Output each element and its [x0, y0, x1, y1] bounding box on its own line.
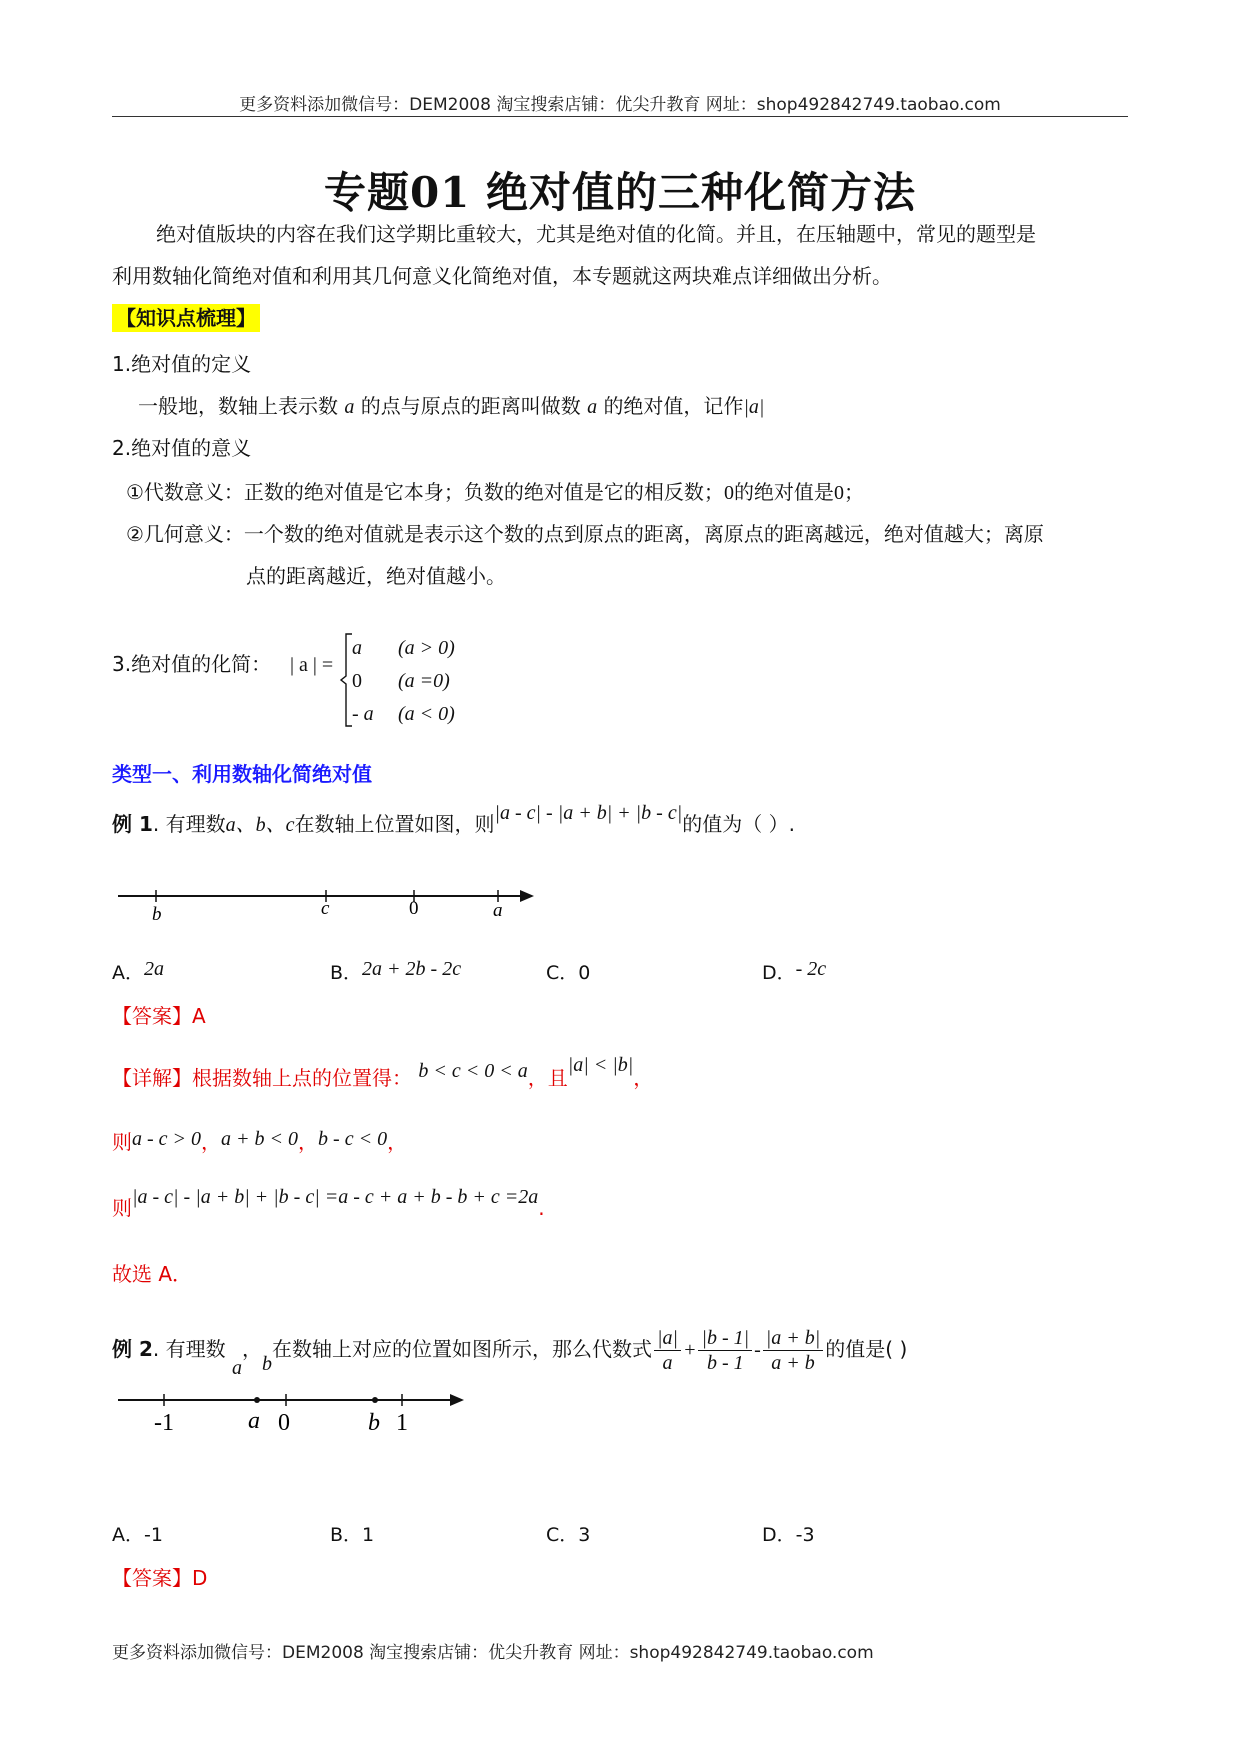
definition-text [138, 394, 764, 419]
ex1-detail-text: 根据数轴上点的位置得： [192, 1066, 412, 1090]
ex1-cond-1: a - c > 0 [132, 1128, 202, 1150]
plus-sign: + [682, 1339, 697, 1361]
ex1-then-2: 则 [112, 1196, 132, 1220]
case-1-value: a [352, 637, 362, 659]
fraction-3 [763, 1326, 824, 1375]
ex2-option-c-letter: C． [546, 1524, 579, 1546]
example-2-sep: ， [241, 1337, 262, 1361]
definition-part-1: 一般地，数轴上表示数 [138, 394, 338, 418]
example-1-vars: a、b、c [225, 814, 295, 836]
ex1-calc-dot: . [538, 1196, 545, 1220]
ex2-answer [112, 1566, 207, 1590]
definition-var-a-2: a [587, 396, 598, 418]
ex1-option-b [330, 958, 461, 985]
number-line-1 [112, 878, 542, 928]
ex2-option-b-value: 1 [362, 1524, 375, 1546]
ex1-option-d [762, 958, 826, 985]
knowledge-section-tag [112, 306, 260, 330]
ex2-option-a-letter: A． [112, 1524, 144, 1546]
page-title: 专题01 绝对值的三种化简方法 [323, 168, 917, 217]
point-b [372, 1397, 378, 1403]
ex2-option-b [330, 1520, 374, 1547]
example-2-text-1: . 有理数 [152, 1337, 226, 1361]
label-neg-1: -1 [154, 1410, 174, 1436]
ex1-answer-tag: 【答案】 [112, 1004, 192, 1028]
label-0: 0 [409, 898, 419, 919]
example-1-text-1: . 有理数 [152, 812, 226, 836]
label-a: a [493, 900, 503, 921]
algebraic-zero-1: 0 [723, 482, 734, 504]
ex1-abs-compare: |a| < |b| [567, 1054, 634, 1076]
ex1-option-b-value: 2a + 2b - 2c [362, 958, 462, 980]
ex2-option-a-value: -1 [144, 1524, 163, 1546]
label-one: 1 [396, 1410, 408, 1436]
algebraic-meaning-b: 的绝对值是 [733, 480, 834, 504]
ex1-option-c-value: 0 [578, 962, 591, 984]
definition-heading: 1.绝对值的定义 [112, 352, 252, 376]
algebraic-meaning-a: ①代数意义：正数的绝对值是它本身；负数的绝对值是它的相反数； [126, 480, 724, 504]
meaning-heading: 2.绝对值的意义 [112, 436, 252, 460]
definition-part-3: 的绝对值，记作 [603, 394, 744, 418]
example-1-text-3: 的值为（ ）. [682, 812, 795, 836]
example-2-label: 例 2 [112, 1337, 153, 1361]
number-line-2 [112, 1386, 472, 1440]
definition-abs-a: |a| [743, 396, 765, 418]
ex2-option-d-letter: D． [762, 1524, 796, 1546]
ex1-detail-line-2 [112, 1130, 407, 1155]
example-2-text-2: 在数轴上对应的位置如图所示，那么代数式 [271, 1337, 652, 1361]
geometric-meaning-line-2: 点的距离越近，绝对值越小。 [246, 564, 506, 588]
ex2-option-c [546, 1520, 590, 1547]
example-1-expression: |a - c| - |a + b| + |b - c| [494, 802, 683, 824]
ex1-sep-1: ， [201, 1130, 222, 1154]
fraction-2 [698, 1326, 752, 1375]
label-zero: 0 [278, 1410, 290, 1436]
case-2-value: 0 [352, 670, 362, 692]
simplify-lhs: | a | = [290, 654, 334, 676]
number-line-1-arrow [520, 890, 534, 902]
fraction-1-numerator: |a| [654, 1326, 681, 1351]
label-c: c [321, 898, 330, 919]
ex2-option-a [112, 1520, 163, 1547]
ex2-answer-tag: 【答案】 [112, 1566, 192, 1590]
example-1-label: 例 1 [112, 812, 153, 836]
example-1-text-2: 在数轴上位置如图，则 [294, 812, 495, 836]
ex1-detail-line-3 [112, 1186, 545, 1221]
simplify-heading: 3.绝对值的化简： [112, 652, 272, 676]
case-2-condition: (a =0) [398, 670, 450, 692]
fraction-1-denominator: a [662, 1352, 673, 1374]
label-a2: a [248, 1408, 260, 1434]
algebraic-zero-2: 0 [833, 482, 844, 504]
ex1-answer-value: A [192, 1004, 206, 1028]
knowledge-tag-label: 【知识点梳理】 [112, 304, 260, 332]
header-divider [112, 116, 1128, 117]
case-row-3 [352, 698, 455, 731]
ex2-option-c-value: 3 [578, 1524, 591, 1546]
ex1-and: ，且 [527, 1066, 568, 1090]
ex1-option-c [546, 958, 590, 985]
minus-sign: - [754, 1339, 761, 1361]
geometric-meaning-line-1: ②几何意义：一个数的绝对值就是表示这个数的点到原点的距离，离原点的距离越远，绝对值越大；离原 [126, 522, 1044, 546]
ex1-inequality-chain: b < c < 0 < a [418, 1060, 528, 1082]
ex1-option-a-value: 2a [144, 958, 164, 980]
type-1-heading: 类型一、利用数轴化简绝对值 [112, 762, 372, 786]
fraction-1 [654, 1326, 681, 1375]
example-2-var-a: a [231, 1357, 242, 1379]
ex2-answer-value: D [192, 1566, 208, 1590]
number-line-2-arrow [450, 1394, 464, 1406]
ex1-calculation: |a - c| - |a + b| + |b - c| =a - c + a + b - b + c =2a [132, 1186, 539, 1208]
case-1-condition: (a > 0) [398, 637, 455, 659]
ex1-sep-3: ， [387, 1130, 408, 1154]
ex1-answer [112, 1004, 206, 1028]
case-3-condition: (a < 0) [398, 703, 455, 725]
fraction-3-denominator: a + b [771, 1352, 815, 1374]
example-1-statement [112, 802, 795, 837]
example-2-statement [112, 1326, 908, 1379]
ex1-option-a-letter: A． [112, 962, 144, 984]
ex1-then-1: 则 [112, 1130, 132, 1154]
algebraic-meaning-c: ； [843, 480, 864, 504]
case-row-1 [352, 632, 455, 665]
ex1-sep-2: ， [298, 1130, 319, 1154]
algebraic-meaning [126, 480, 864, 505]
case-row-2 [352, 665, 455, 698]
fraction-2-numerator: |b - 1| [698, 1326, 752, 1351]
intro-line-1: 绝对值版块的内容在我们这学期比重较大，尤其是绝对值的化简。并且，在压轴题中，常见的题型是 [156, 222, 1036, 246]
page-footer: 更多资料添加微信号：DEM2008 淘宝搜索店铺：优尖升教育 网址：shop492842749.taobao.com [112, 1643, 874, 1663]
ex1-option-b-letter: B． [330, 962, 363, 984]
ex1-detail-tag: 【详解】 [112, 1066, 192, 1090]
example-2-text-3: 的值是( ) [825, 1337, 908, 1361]
ex1-cond-2: a + b < 0 [221, 1128, 299, 1150]
ex2-option-d [762, 1520, 815, 1547]
intro-line-2: 利用数轴化简绝对值和利用其几何意义化简绝对值，本专题就这两块难点详细做出分析。 [112, 264, 892, 288]
point-a [254, 1397, 260, 1403]
piecewise-cases [352, 632, 455, 731]
example-2-var-b: b [261, 1353, 272, 1375]
case-3-value: - a [352, 703, 374, 725]
definition-part-2: 的点与原点的距离叫做数 [360, 394, 581, 418]
ex1-cond-3: b - c < 0 [318, 1128, 388, 1150]
ex1-comma: ， [633, 1066, 654, 1090]
label-b: b [152, 904, 162, 925]
page-header: 更多资料添加微信号：DEM2008 淘宝搜索店铺：优尖升教育 网址：shop492842749.taobao.com [239, 95, 1001, 115]
ex1-detail-line-1 [112, 1054, 654, 1091]
ex1-option-c-letter: C． [546, 962, 579, 984]
ex1-choose: 故选 A． [112, 1262, 193, 1286]
ex1-option-d-letter: D． [762, 962, 796, 984]
fraction-3-numerator: |a + b| [763, 1326, 824, 1351]
ex2-option-d-value: -3 [795, 1524, 815, 1546]
label-b2: b [368, 1410, 380, 1436]
ex1-option-a [112, 958, 164, 985]
ex1-option-d-value: - 2c [795, 958, 827, 980]
ex2-option-b-letter: B． [330, 1524, 363, 1546]
definition-var-a: a [344, 396, 355, 418]
fraction-2-denominator: b - 1 [706, 1352, 744, 1374]
